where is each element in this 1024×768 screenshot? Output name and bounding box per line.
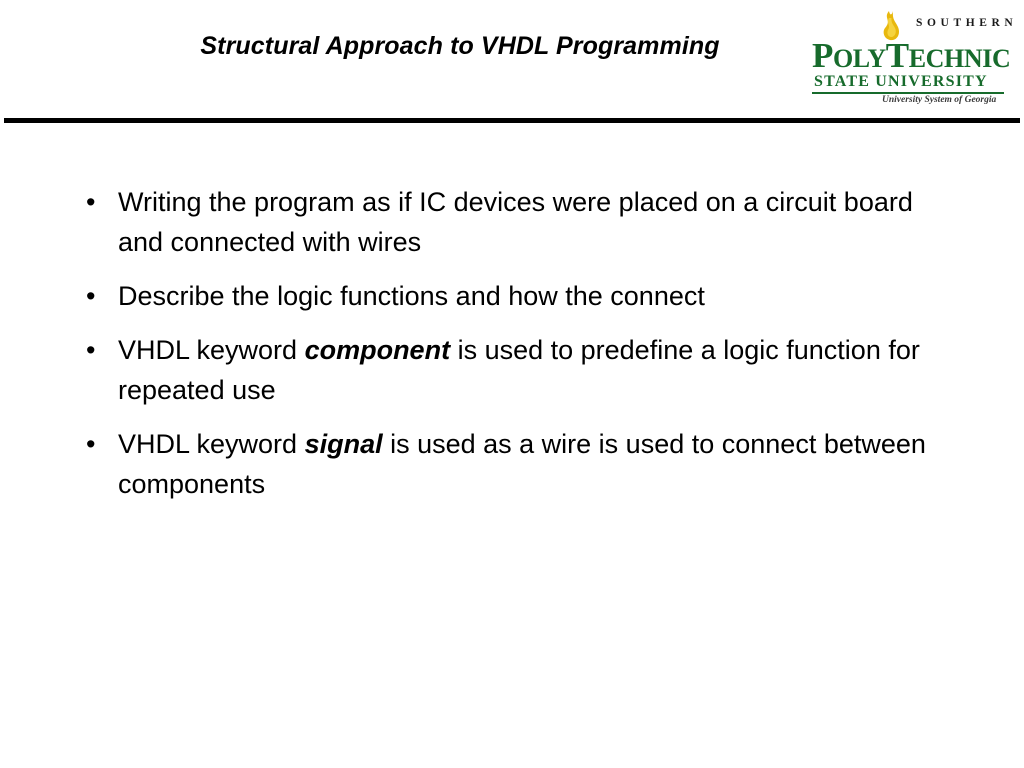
slide-header	[0, 0, 1024, 122]
bullet-marker: •	[86, 187, 96, 217]
page-title: Structural Approach to VHDL Programming	[200, 32, 720, 60]
bullet-text	[118, 182, 948, 262]
logo-system-text: University System of Georgia	[882, 95, 997, 105]
bullet-text	[118, 276, 948, 316]
header-divider	[4, 118, 1020, 123]
bullet-segment: VHDL keyword	[118, 429, 305, 459]
bullet-text	[118, 424, 948, 504]
bullet-segment: Writing the program as if IC devices were placed on a circuit board and connected with wires	[118, 187, 913, 257]
list-item	[80, 182, 960, 262]
keyword-component: component	[304, 335, 451, 365]
bullet-text	[118, 330, 948, 410]
bullet-segment: is used as a wire is used to connect between components	[118, 429, 926, 499]
list-item	[80, 330, 960, 410]
logo-southern-text: SOUTHERN	[916, 17, 1018, 29]
keyword-signal: signal	[304, 429, 383, 459]
bullet-marker: •	[86, 281, 96, 311]
bullet-segment: VHDL keyword	[118, 335, 305, 365]
slide-body	[80, 182, 960, 518]
bullet-marker: •	[86, 335, 96, 365]
bullet-segment: is used to predefine a logic function for repeated use	[118, 335, 920, 405]
bullet-segment: Describe the logic functions and how the connect	[118, 281, 705, 311]
list-item	[80, 424, 960, 504]
university-logo	[812, 10, 1018, 110]
logo-divider	[812, 92, 1004, 94]
bullet-marker: •	[86, 429, 96, 459]
list-item	[80, 276, 960, 316]
logo-state-university-text: STATE UNIVERSITY	[814, 73, 988, 90]
logo-polytechnic-text: POLYTECHNIC	[812, 36, 1011, 75]
